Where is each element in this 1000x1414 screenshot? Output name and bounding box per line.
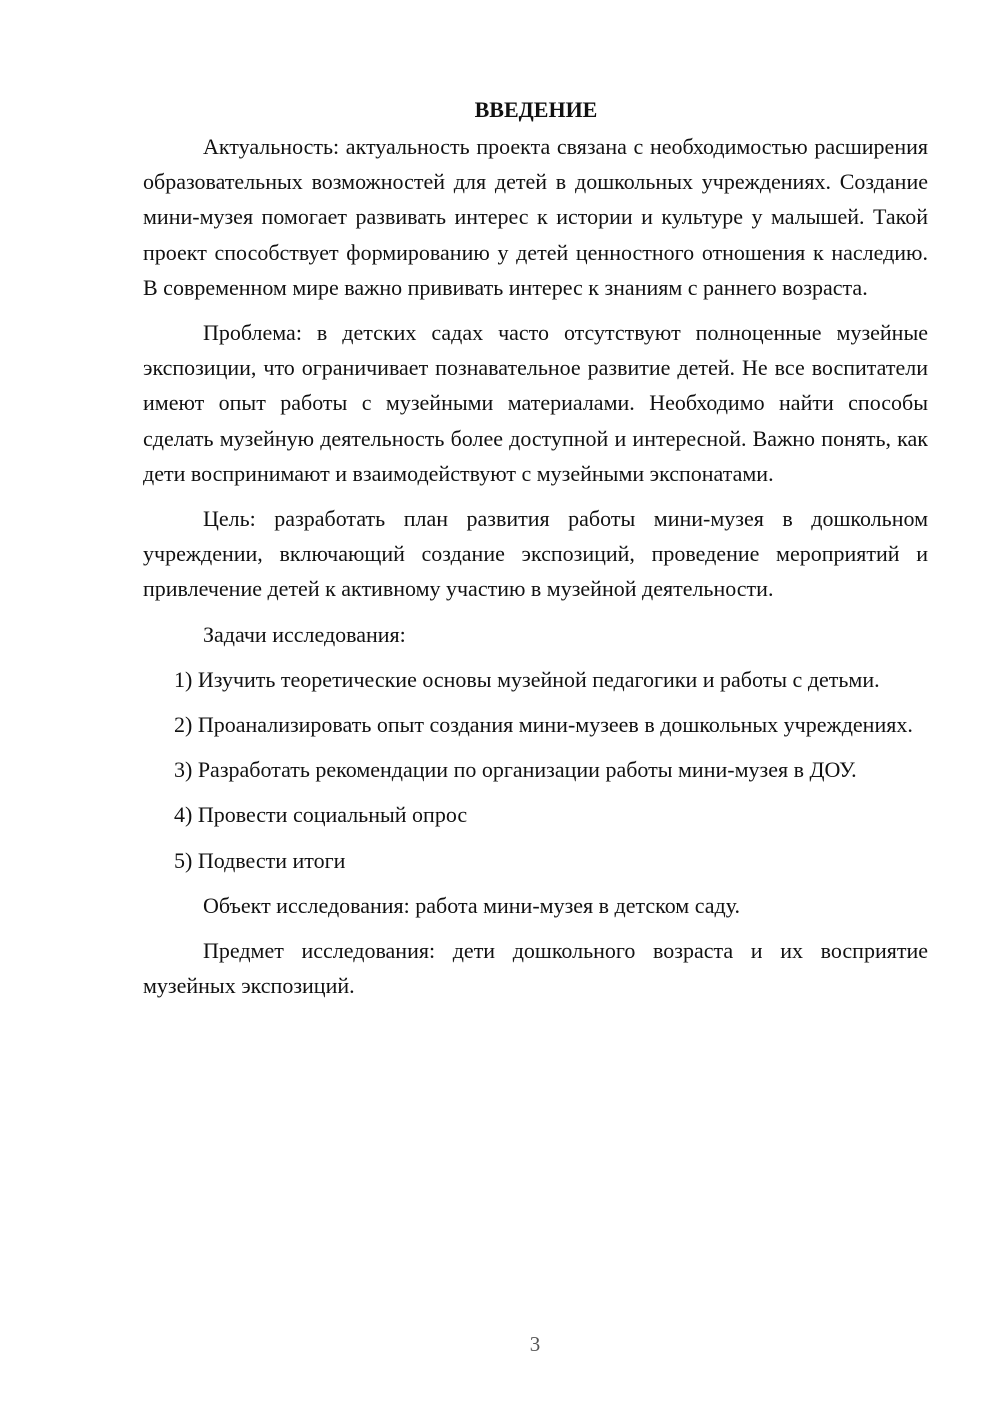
tasks-heading: Задачи исследования: xyxy=(203,621,406,647)
relevance-paragraph: Актуальность: актуальность проекта связана с необходимостью расширения образовательных возможностей для детей в дошкольных учреждениях. Создание мини-музея помогает развивать интерес к истории и культуре у малышей. Такой проект способствует формированию у детей ценностного отношения к наследию. В современном мире важно прививать интерес к знаниям с раннего возраста. xyxy=(143,134,928,300)
page-number: 3 xyxy=(529,1332,541,1356)
subject-paragraph: Предмет исследования: дети дошкольного возраста и их восприятие музейных экспозиций. xyxy=(143,938,928,999)
section-title: ВВЕДЕНИЕ xyxy=(474,97,598,122)
object-paragraph: Объект исследования: работа мини-музея в детском саду. xyxy=(203,892,741,918)
task-item-5: 5) Подвести итоги xyxy=(174,847,346,873)
task-item-2: 2) Проанализировать опыт создания мини-музеев в дошкольных учреждениях. xyxy=(174,712,913,738)
problem-paragraph: Проблема: в детских садах часто отсутствуют полноценные музейные экспозиции, что ограничивает познавательное развитие детей. Не все воспитатели имеют опыт работы с музейными материалами. Необходимо найти способы сделать музейную деятельность более доступной и интересной. Важно понять, как дети воспринимают и взаимодействуют с музейными экспонатами. xyxy=(143,320,928,486)
goal-paragraph: Цель: разработать план развития работы мини-музея в дошкольном учреждении, включающий создание экспозиций, проведение мероприятий и привлечение детей к активному участию в музейной деятельности. xyxy=(143,506,928,602)
task-item-4: 4) Провести социальный опрос xyxy=(174,802,468,828)
task-item-3: 3) Разработать рекомендации по организации работы мини-музея в ДОУ. xyxy=(174,757,857,783)
task-item-1: 1) Изучить теоретические основы музейной педагогики и работы с детьми. xyxy=(174,666,880,692)
document-page xyxy=(143,92,928,1013)
